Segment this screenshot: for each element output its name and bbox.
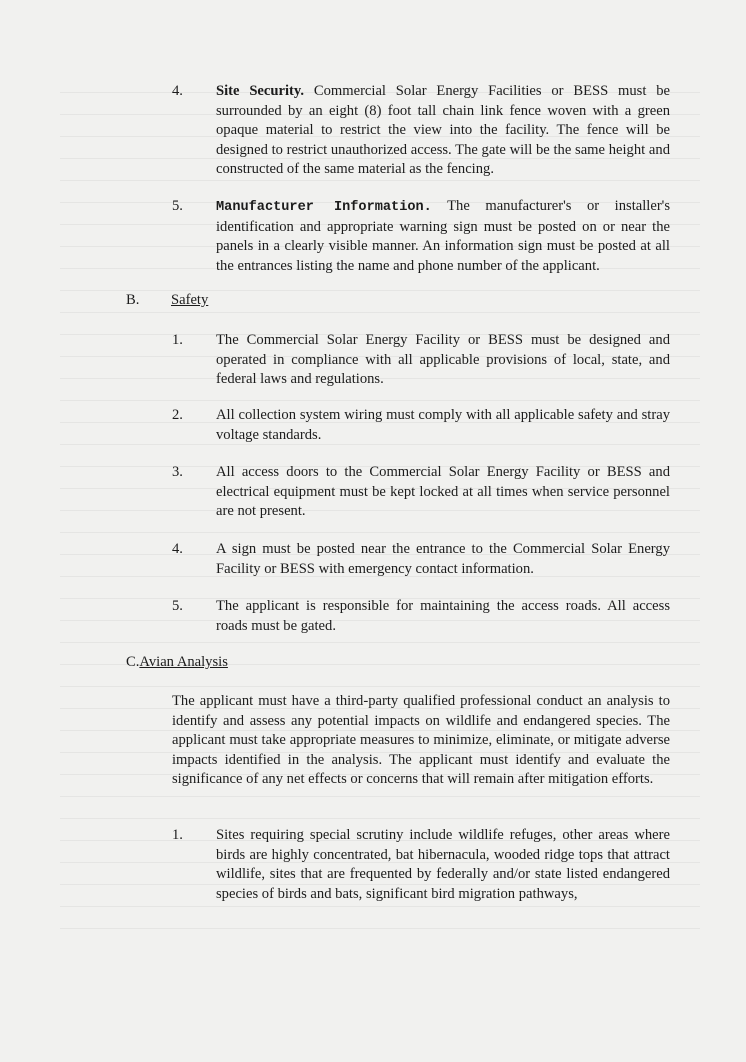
safety-item: A sign must be posted near the entrance to the Commercial Solar Energy Facility or BESS with emergency contact information. bbox=[216, 541, 670, 577]
item-body: The manufacturer's or installer's identification and appropriate warning sign must be posted on or near the panels in a clearly visible manner. An information sign must be posted at all the entrances listing the name and phone number of the applicant. bbox=[216, 198, 670, 274]
section-title: Safety bbox=[171, 292, 209, 308]
safety-item: All access doors to the Commercial Solar Energy Facility or BESS and electrical equipment must be kept locked at all times when service personnel are not present. bbox=[216, 464, 670, 519]
manufacturer-info-item bbox=[216, 197, 670, 276]
item-number: 3. bbox=[172, 464, 183, 480]
avian-paragraph: The applicant must have a third-party qualified professional conduct an analysis to identify and assess any potential impacts on wildlife and endangered species. The applicant must take appropriate measures to minimize, eliminate, or mitigate adverse impacts identified in the analysis. The applicant must identify and evaluate the significance of any net effects or concerns that will remain after mitigation efforts. bbox=[172, 693, 670, 787]
item-number: 5. bbox=[172, 198, 183, 214]
item-heading: Site Security. bbox=[216, 83, 305, 99]
safety-item: The applicant is responsible for maintaining the access roads. All access roads must be gated. bbox=[216, 598, 670, 634]
avian-item: Sites requiring special scrutiny include wildlife refuges, other areas where birds are highly concentrated, bat hibernacula, wooded ridge tops that attract wildlife, sites that are frequented by federally and/or state listed endangered species of birds and bats, significant bird migration pathways, bbox=[216, 827, 670, 902]
safety-item: All collection system wiring must comply with all applicable safety and stray voltage standards. bbox=[216, 407, 670, 443]
item-number: 1. bbox=[172, 827, 183, 843]
item-number: 4. bbox=[172, 83, 183, 99]
item-number: 1. bbox=[172, 332, 183, 348]
item-number: 4. bbox=[172, 541, 183, 557]
section-title: Avian Analysis bbox=[139, 654, 228, 670]
item-number: 5. bbox=[172, 598, 183, 614]
item-number: 2. bbox=[172, 407, 183, 423]
section-letter: B. bbox=[126, 292, 140, 308]
safety-item: The Commercial Solar Energy Facility or BESS must be designed and operated in compliance with all applicable provisions of local, state, and federal laws and regulations. bbox=[216, 332, 670, 387]
item-body: Commercial Solar Energy Facilities or BESS must be surrounded by an eight (8) foot tall chain link fence woven with a green opaque material to restrict the view into the facility. The fence will be designed to restrict unauthorized access. The gate will be the same height and constructed of the same material as the fencing. bbox=[216, 83, 670, 177]
section-heading bbox=[126, 653, 228, 673]
site-security-item bbox=[216, 82, 670, 180]
section-letter: C. bbox=[126, 654, 140, 670]
item-heading: Manufacturer Information. bbox=[216, 200, 432, 215]
